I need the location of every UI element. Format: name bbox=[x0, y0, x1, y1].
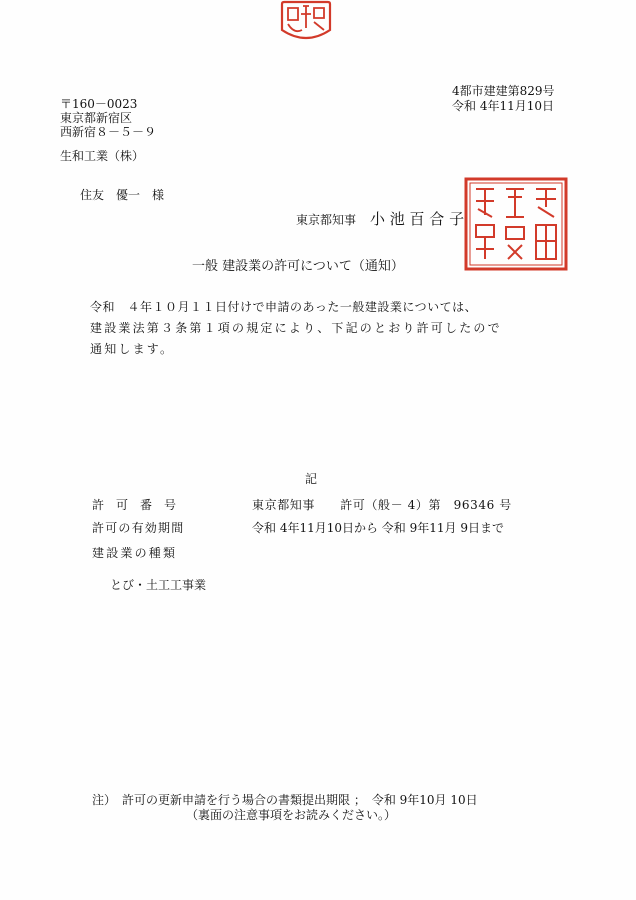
document-number: 4都市建建第829号 bbox=[452, 84, 555, 98]
recipient-name: 住友 優一 様 bbox=[80, 188, 165, 202]
renewal-note: 注） 許可の更新申請を行う場合の書類提出期限 ； 令和 9年10月 10日 bbox=[92, 793, 478, 807]
sender-title: 東京都知事 bbox=[296, 213, 357, 227]
permit-number-value: 東京都知事 許可（般－ 4）第 96346 号 bbox=[252, 498, 512, 512]
official-seal-image bbox=[464, 177, 568, 271]
company-name: 生和工業（株） bbox=[60, 149, 145, 163]
sender-name: 小 池 百 合 子 bbox=[370, 210, 465, 228]
postal-code: 〒160－0023 bbox=[60, 97, 138, 111]
business-type-label: 建設業の種類 bbox=[92, 546, 178, 560]
business-type-value: とび・土工工事業 bbox=[110, 578, 207, 592]
address-line-1: 東京都新宿区 bbox=[60, 111, 133, 125]
body-line-3: 通知します。 bbox=[90, 342, 175, 356]
address-line-2: 西新宿８－５－９ bbox=[60, 125, 157, 139]
body-line-2: 建設業法第３条第１項の規定により、下記のとおり許可したので bbox=[90, 321, 502, 335]
body-line-1: 令和 ４年１０月１１日付けで申請のあった一般建設業については、 bbox=[90, 300, 478, 314]
renewal-note-reference: （裏面の注意事項をお読みください。） bbox=[186, 808, 397, 822]
issue-date: 令和 4年11月10日 bbox=[452, 99, 554, 113]
permit-number-label: 許 可 番 号 bbox=[92, 498, 177, 512]
top-seal-image bbox=[276, 0, 336, 42]
validity-period-value: 令和 4年11月10日から 令和 9年11月 9日まで bbox=[252, 521, 504, 535]
record-heading: 記 bbox=[305, 472, 318, 486]
document-subject: 一般 建設業の許可について（通知） bbox=[192, 259, 404, 274]
validity-period-label: 許可の有効期間 bbox=[92, 521, 185, 535]
